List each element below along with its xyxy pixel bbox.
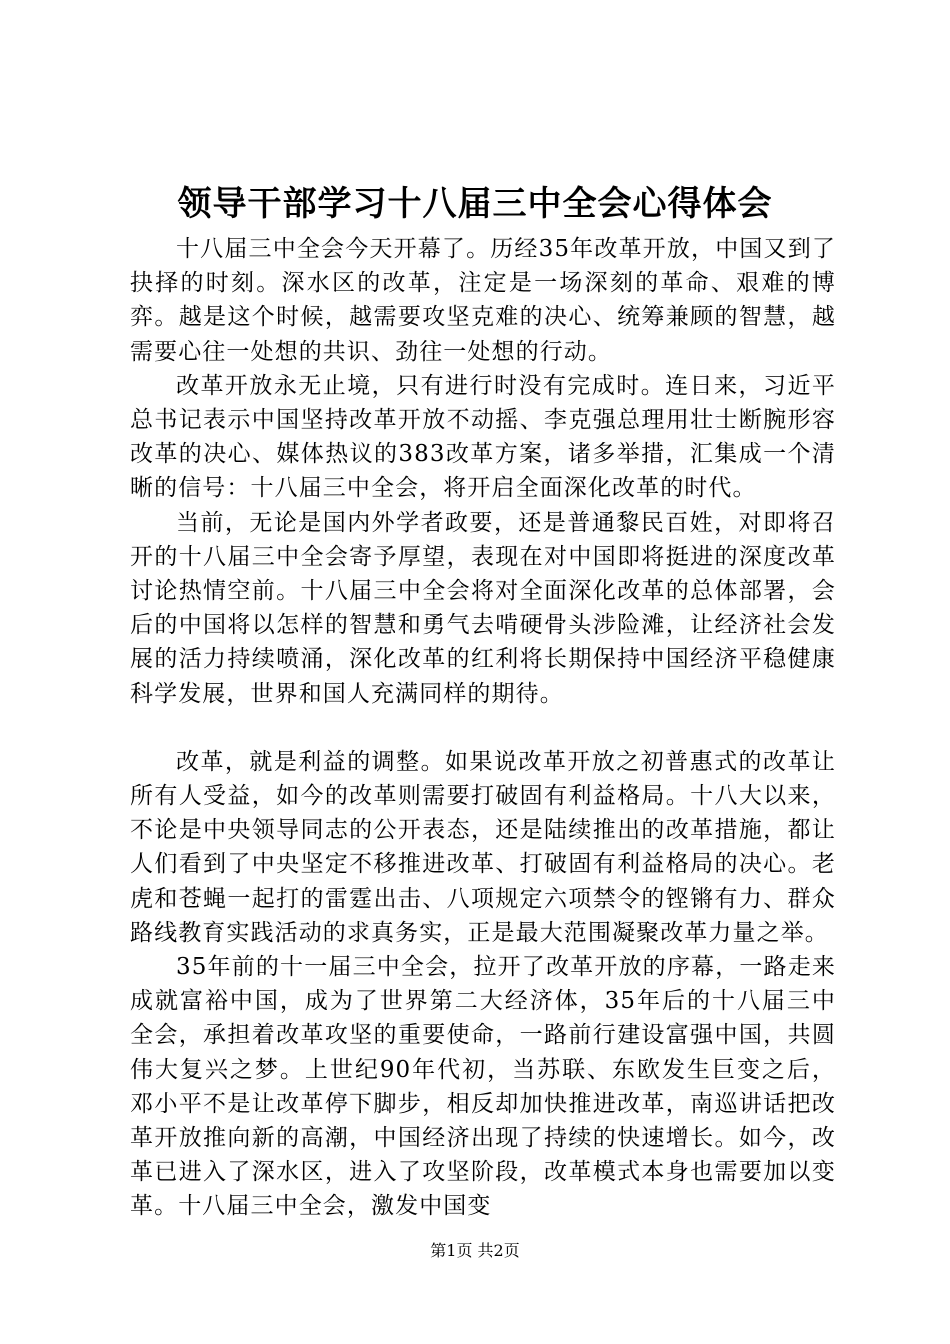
paragraph-4: 改革，就是利益的调整。如果说改革开放之初普惠式的改革让所有人受益，如今的改革则需要打破固有利益格局。十八大以来，不论是中央领导同志的公开表态，还是陆续推出的改革措施，都让人们看到了中央坚定不移推进改革、打破固有利益格局的决心。老虎和苍蝇一起打的雷霆出击、八项规定六项禁令的铿锵有力、群众路线教育实践活动的求真务实，正是最大范围凝聚改革力量之举。 — [130, 748, 836, 946]
page-title: 领导干部学习十八届三中全会心得体会 — [177, 184, 773, 224]
document-body — [130, 232, 836, 1224]
paragraph-2: 改革开放永无止境，只有进行时没有完成时。连日来，习近平总书记表示中国坚持改革开放不动摇、李克强总理用壮士断腕形容改革的决心、媒体热议的383改革方案，诸多举措，汇集成一个清晰的信号：十八届三中全会，将开启全面深化改革的时代。 — [130, 372, 836, 502]
paragraph-5: 35年前的十一届三中全会，拉开了改革开放的序幕，一路走来成就富裕中国，成为了世界第二大经济体，35年后的十八届三中全会，承担着改革攻坚的重要使命，一路前行建设富强中国，共圆伟大复兴之梦。上世纪90年代初，当苏联、东欧发生巨变之后，邓小平不是让改革停下脚步，相反却加快推进改革，南巡讲话把改革开放推向新的高潮，中国经济出现了持续的快速增长。如今，改革已进入了深水区，进入了攻坚阶段，改革模式本身也需要加以变革。十八届三中全会，激发中国变 — [130, 954, 836, 1220]
page-footer: 第1页 共2页 — [430, 1241, 520, 1260]
paragraph-1: 十八届三中全会今天开幕了。历经35年改革开放，中国又到了抉择的时刻。深水区的改革，注定是一场深刻的革命、艰难的博弈。越是这个时候，越需要攻坚克难的决心、统筹兼顾的智慧，越需要心往一处想的共识、劲往一处想的行动。 — [130, 236, 836, 365]
paragraph-3: 当前，无论是国内外学者政要，还是普通黎民百姓，对即将召开的十八届三中全会寄予厚望，表现在对中国即将挺进的深度改革讨论热情空前。十八届三中全会将对全面深化改革的总体部署，会后的中国将以怎样的智慧和勇气去啃硬骨头涉险滩，让经济社会发展的活力持续喷涌，深化改革的红利将长期保持中国经济平稳健康科学发展，世界和国人充满同样的期待。 — [130, 509, 836, 707]
